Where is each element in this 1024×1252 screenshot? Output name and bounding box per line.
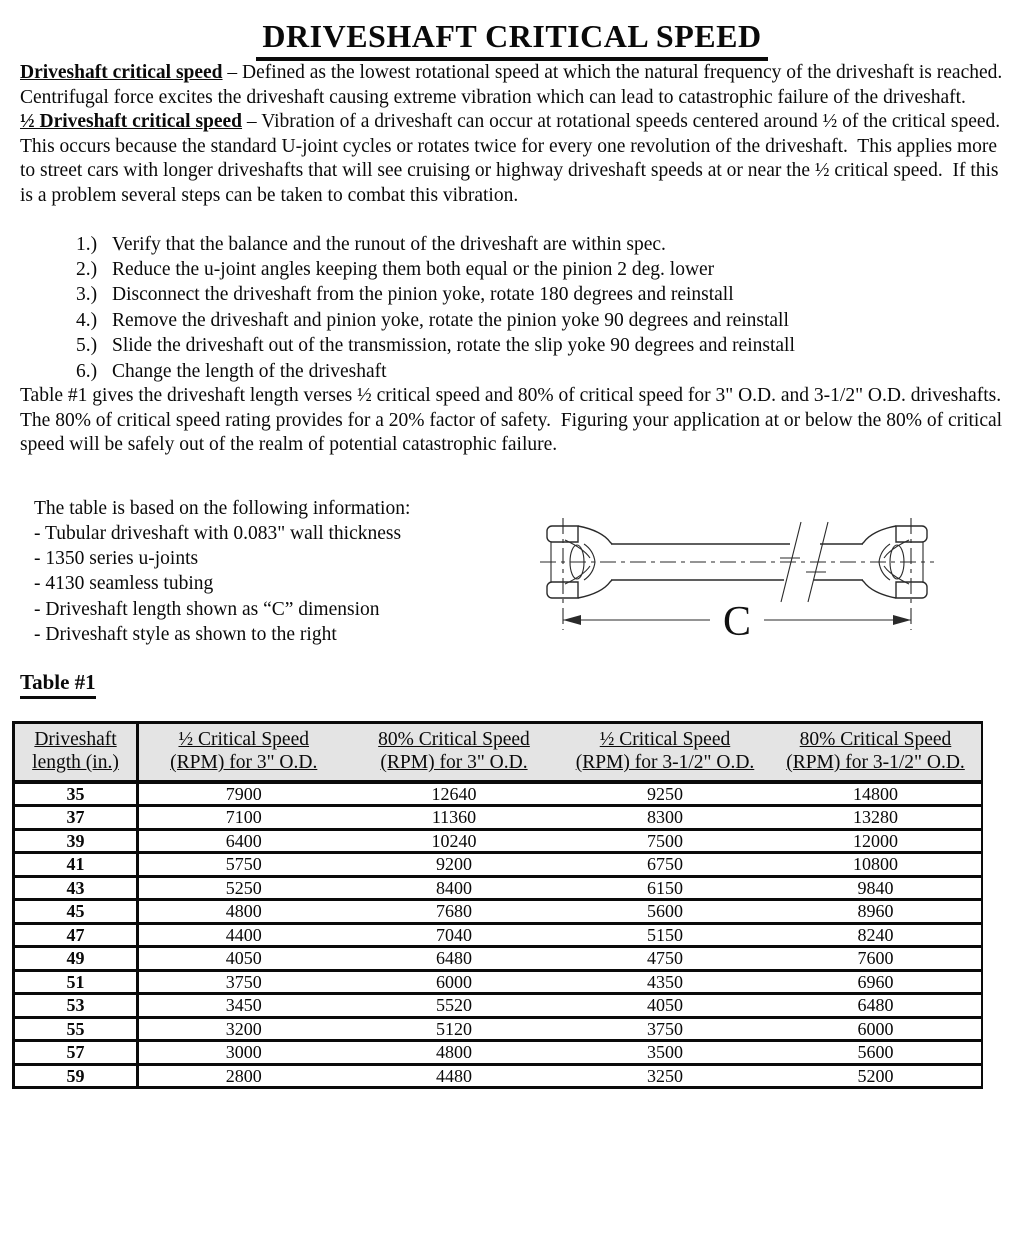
cell-driveshaft-length: 43 [14, 876, 138, 900]
cell-driveshaft-length: 45 [14, 900, 138, 924]
cell-rpm-value: 6000 [771, 1017, 982, 1041]
step-text: Remove the driveshaft and pinion yoke, rotate the pinion yoke 90 degrees and reinstall [112, 309, 789, 331]
cell-rpm-value: 14800 [771, 782, 982, 806]
step-item [76, 333, 1004, 358]
step-text: Disconnect the driveshaft from the pinion yoke, rotate 180 degrees and reinstall [112, 284, 734, 306]
table-row [14, 970, 982, 994]
header-line: (RPM) for 3" O.D. [380, 752, 528, 774]
step-number: 6.) [76, 360, 98, 382]
header-line: (RPM) for 3" O.D. [170, 752, 318, 774]
cell-rpm-value: 13280 [771, 806, 982, 830]
header-line: Driveshaft [34, 728, 117, 750]
cell-rpm-value: 11360 [349, 806, 560, 830]
driveshaft-diagram [538, 514, 936, 652]
step-text: Change the length of the driveshaft [112, 360, 387, 382]
table-row [14, 829, 982, 853]
table-intro-paragraph: Table #1 gives the driveshaft length verses ½ critical speed and 80% of critical speed for 3" O.D. and 3-1/2" O.D. driveshafts. The 80% of critical speed rating provides for a 20% factor of safety. Figuring your application at or below the 80% of critical speed will be safely out of the realm of potential catastrophic failure. [20, 385, 1011, 456]
cell-rpm-value: 9200 [349, 853, 560, 877]
cell-driveshaft-length: 57 [14, 1041, 138, 1065]
cell-rpm-value: 4050 [138, 947, 349, 971]
cell-rpm-value: 4050 [560, 994, 771, 1018]
title-container [20, 18, 1004, 61]
cell-rpm-value: 10240 [349, 829, 560, 853]
cell-rpm-value: 4750 [560, 947, 771, 971]
cell-rpm-value: 8300 [560, 806, 771, 830]
table-row [14, 853, 982, 877]
cell-driveshaft-length: 51 [14, 970, 138, 994]
half-speed-text: – Vibration of a driveshaft can occur at rotational speeds centered around ½ of the critical speed. This occurs because the standard U-joint cycles or rotates twice for every one revolution of the driveshaft. This applies more to street cars with longer driveshafts that will see cruising or highway driveshaft speeds at or near the ½ critical speed. If this is a problem several steps can be taken to combat this vibration. [20, 111, 1010, 206]
step-number: 2.) [76, 258, 98, 280]
cell-driveshaft-length: 55 [14, 1017, 138, 1041]
cell-driveshaft-length: 39 [14, 829, 138, 853]
cell-rpm-value: 6750 [560, 853, 771, 877]
cell-rpm-value: 9840 [771, 876, 982, 900]
step-text: Verify that the balance and the runout of the driveshaft are within spec. [112, 233, 666, 255]
cell-rpm-value: 8960 [771, 900, 982, 924]
cell-rpm-value: 7040 [349, 923, 560, 947]
step-item [76, 282, 1004, 307]
table-row [14, 1041, 982, 1065]
dimension-arrow-right [893, 615, 911, 625]
table-label-container [20, 670, 1004, 699]
cell-driveshaft-length: 47 [14, 923, 138, 947]
cell-rpm-value: 7680 [349, 900, 560, 924]
critical-speed-table [12, 721, 983, 1090]
basis-item: - Driveshaft length shown as “C” dimension [34, 598, 380, 620]
cell-rpm-value: 3750 [138, 970, 349, 994]
definition-text: – Defined as the lowest rotational speed at which the natural frequency of the driveshaft is reached. Centrifugal force excites the driveshaft causing extreme vibration which can lead to catastrophic failure of the driveshaft. [20, 62, 1013, 108]
basis-item: - 1350 series u-joints [34, 548, 199, 570]
cell-rpm-value: 5120 [349, 1017, 560, 1041]
step-item [76, 308, 1004, 333]
table-header [14, 722, 982, 782]
table-row [14, 876, 982, 900]
cell-rpm-value: 4350 [560, 970, 771, 994]
header-line: 80% Critical Speed [799, 728, 952, 750]
header-half-speed-3 [138, 722, 349, 782]
cell-rpm-value: 7900 [138, 782, 349, 806]
header-row [14, 722, 982, 782]
table-row [14, 1064, 982, 1088]
header-line: 80% Critical Speed [378, 728, 530, 750]
cell-rpm-value: 5600 [771, 1041, 982, 1065]
definition-term: Driveshaft critical speed [20, 62, 223, 83]
half-speed-paragraph [20, 110, 1010, 208]
table-row [14, 900, 982, 924]
cell-rpm-value: 6480 [771, 994, 982, 1018]
cell-rpm-value: 7100 [138, 806, 349, 830]
basis-section [20, 496, 1004, 656]
cell-rpm-value: 10800 [771, 853, 982, 877]
header-80-speed-35 [771, 722, 982, 782]
cell-rpm-value: 3750 [560, 1017, 771, 1041]
cell-rpm-value: 5750 [138, 853, 349, 877]
cell-rpm-value: 3500 [560, 1041, 771, 1065]
basis-item: - Tubular driveshaft with 0.083" wall thickness [34, 522, 402, 544]
cell-rpm-value: 6150 [560, 876, 771, 900]
header-half-speed-35 [560, 722, 771, 782]
cell-rpm-value: 5150 [560, 923, 771, 947]
cell-rpm-value: 6960 [771, 970, 982, 994]
half-speed-term: ½ Driveshaft critical speed [20, 111, 243, 133]
cell-driveshaft-length: 59 [14, 1064, 138, 1088]
cell-rpm-value: 4800 [349, 1041, 560, 1065]
cell-rpm-value: 5520 [349, 994, 560, 1018]
cell-rpm-value: 4400 [138, 923, 349, 947]
cell-driveshaft-length: 35 [14, 782, 138, 806]
basis-item: - 4130 seamless tubing [34, 573, 214, 595]
table-body [14, 782, 982, 1088]
cell-rpm-value: 12640 [349, 782, 560, 806]
table-row [14, 1017, 982, 1041]
cell-rpm-value: 8240 [771, 923, 982, 947]
cell-rpm-value: 4800 [138, 900, 349, 924]
cell-rpm-value: 8400 [349, 876, 560, 900]
cell-rpm-value: 2800 [138, 1064, 349, 1088]
table-label: Table #1 [20, 670, 96, 699]
basis-intro: The table is based on the following information: [34, 497, 411, 519]
header-80-speed-3 [349, 722, 560, 782]
cell-rpm-value: 9250 [560, 782, 771, 806]
cell-rpm-value: 6000 [349, 970, 560, 994]
cell-driveshaft-length: 49 [14, 947, 138, 971]
cell-driveshaft-length: 53 [14, 994, 138, 1018]
cell-rpm-value: 3450 [138, 994, 349, 1018]
step-item [76, 232, 1004, 257]
steps-list [76, 232, 1004, 384]
basis-list [34, 496, 534, 647]
table-row [14, 806, 982, 830]
step-number: 5.) [76, 335, 98, 357]
step-item [76, 359, 1004, 384]
dimension-arrow-left [563, 615, 581, 625]
cell-rpm-value: 6400 [138, 829, 349, 853]
step-number: 3.) [76, 284, 98, 306]
cell-driveshaft-length: 37 [14, 806, 138, 830]
table-row [14, 782, 982, 806]
cell-rpm-value: 4480 [349, 1064, 560, 1088]
table-row [14, 947, 982, 971]
header-line: (RPM) for 3-1/2" O.D. [786, 752, 965, 774]
step-text: Reduce the u-joint angles keeping them both equal or the pinion 2 deg. lower [112, 258, 715, 280]
cell-rpm-value: 7500 [560, 829, 771, 853]
step-text: Slide the driveshaft out of the transmission, rotate the slip yoke 90 degrees and reinstall [112, 335, 795, 357]
cell-rpm-value: 12000 [771, 829, 982, 853]
cell-rpm-value: 3200 [138, 1017, 349, 1041]
header-driveshaft-length [14, 722, 138, 782]
basis-item: - Driveshaft style as shown to the right [34, 623, 337, 645]
cell-rpm-value: 3250 [560, 1064, 771, 1088]
cell-driveshaft-length: 41 [14, 853, 138, 877]
header-line: ½ Critical Speed [599, 728, 731, 750]
dimension-label: C [723, 598, 752, 645]
cell-rpm-value: 5250 [138, 876, 349, 900]
table-row [14, 923, 982, 947]
cell-rpm-value: 3000 [138, 1041, 349, 1065]
cell-rpm-value: 5600 [560, 900, 771, 924]
step-number: 4.) [76, 309, 98, 331]
table-row [14, 994, 982, 1018]
header-line: ½ Critical Speed [178, 728, 309, 750]
step-item [76, 257, 1004, 282]
page-title: DRIVESHAFT CRITICAL SPEED [256, 18, 767, 61]
cell-rpm-value: 7600 [771, 947, 982, 971]
cell-rpm-value: 6480 [349, 947, 560, 971]
definition-paragraph [20, 61, 1013, 110]
cell-rpm-value: 5200 [771, 1064, 982, 1088]
header-line: (RPM) for 3-1/2" O.D. [575, 752, 755, 774]
header-line: length (in.) [32, 752, 119, 774]
step-number: 1.) [76, 233, 98, 255]
